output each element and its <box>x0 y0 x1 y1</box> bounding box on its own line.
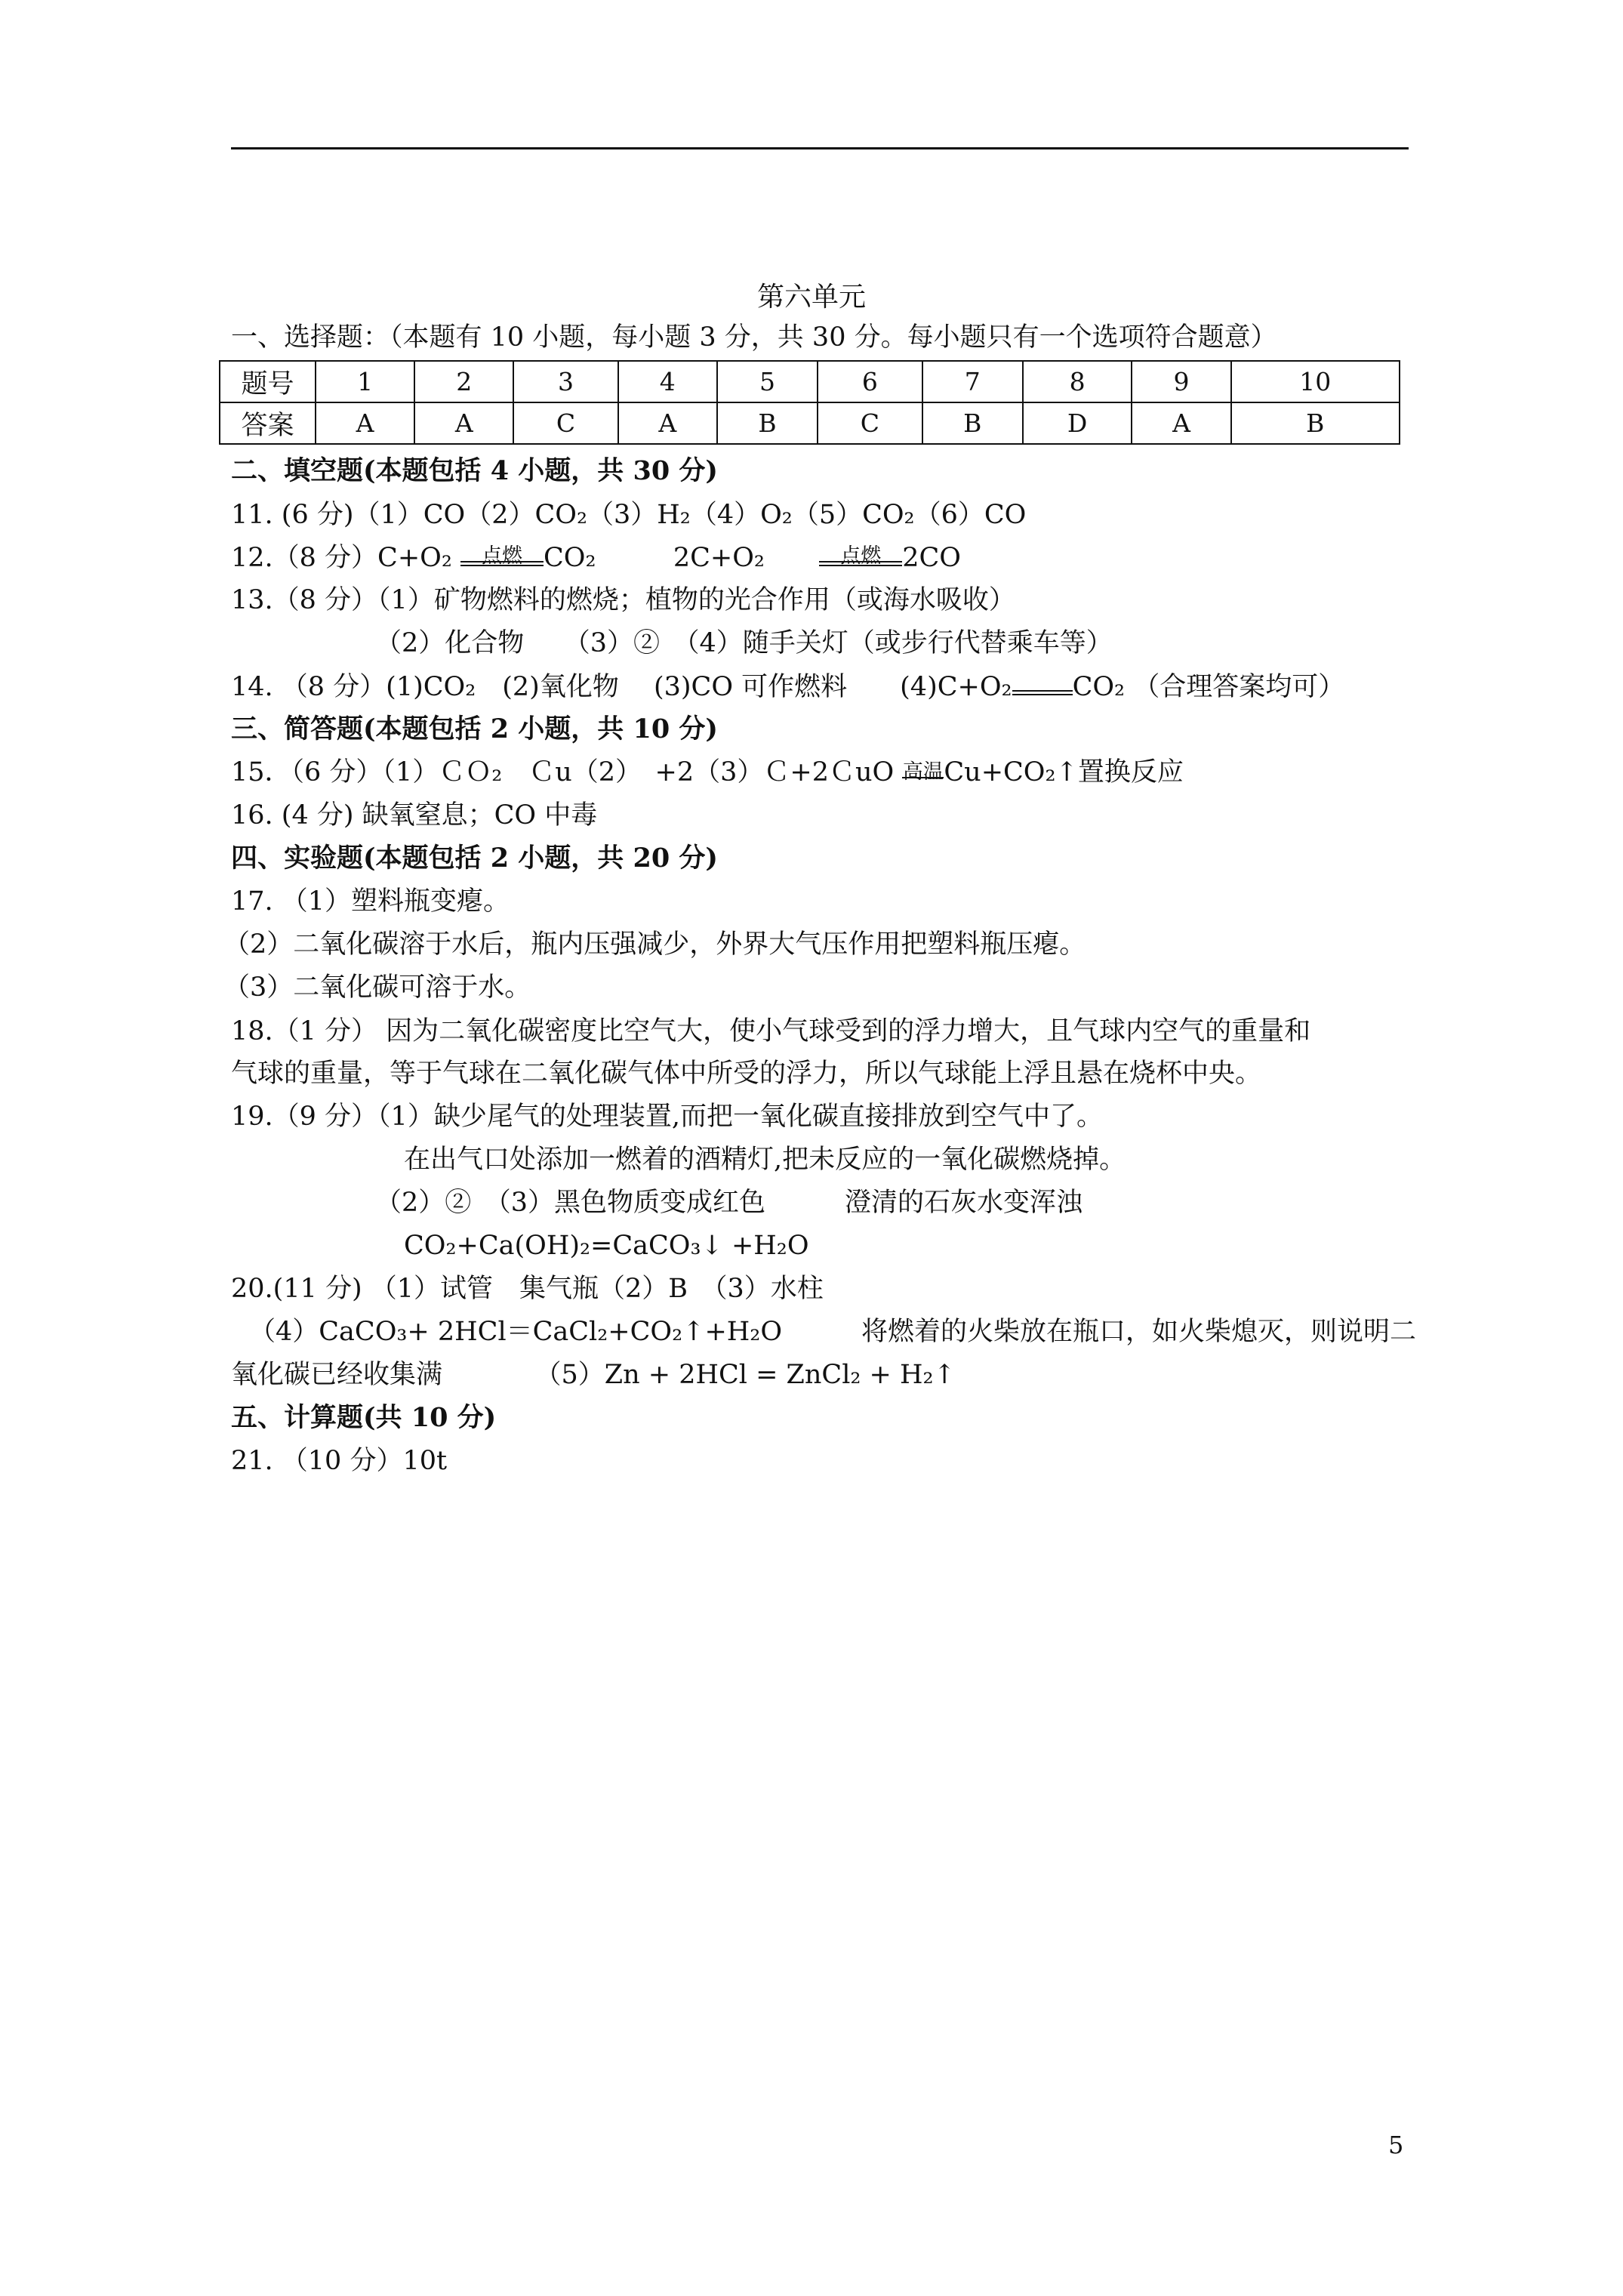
answer-q17-line2: （2）二氧化碳溶于水后，瓶内压强减少，外界大气压作用把塑料瓶压瘪。 <box>223 929 1086 960</box>
page-number: 5 <box>1388 2131 1404 2159</box>
q14-suffix: （合理答案均可） <box>1133 672 1345 702</box>
q12-condition-2: 点燃 <box>840 544 882 568</box>
table-cell: 4 <box>618 361 717 402</box>
answer-q13-line1: 13.（8 分）（1）矿物燃料的燃烧；植物的光合作用（或海水吸收） <box>231 585 1015 615</box>
table-cell: 6 <box>818 361 922 402</box>
answer-q18-line2: 气球的重量，等于气球在二氧化碳气体中所受的浮力，所以气球能上浮且悬在烧杯中央。 <box>231 1059 1262 1089</box>
q12-arrow-1 <box>460 544 544 568</box>
answer-q19-line3: （2）② （3）黑色物质变成红色 澄清的石灰水变浑浊 <box>375 1188 1083 1218</box>
table-cell: A <box>618 402 717 444</box>
table-cell: 8 <box>1023 361 1132 402</box>
table-row-answers <box>220 402 1400 444</box>
q12-arrow-2 <box>819 544 902 568</box>
q15-condition: 高温 <box>902 760 944 784</box>
table-cell: A <box>414 402 513 444</box>
table-cell: 5 <box>717 361 818 402</box>
answer-q15 <box>231 757 1184 787</box>
table-cell: B <box>922 402 1023 444</box>
q12-product-2: 2CO <box>902 543 961 573</box>
section-short-answer-heading: 三、简答题(本题包括 2 小题，共 10 分) <box>231 713 718 744</box>
answer-q12 <box>231 543 961 573</box>
table-cell: 2 <box>414 361 513 402</box>
answer-table <box>219 360 1400 445</box>
answer-q20-line1: 20.(11 分) （1）试管 集气瓶（2）B （3）水柱 <box>231 1274 824 1304</box>
table-cell: A <box>1132 402 1230 444</box>
table-cell: C <box>818 402 922 444</box>
q15-suffix: Cu+CO₂↑置换反应 <box>944 757 1184 787</box>
q12-prefix: 12.（8 分）C+O₂ <box>231 543 452 573</box>
answer-q13-line2: （2）化合物 （3）② （4）随手关灯（或步行代替乘车等） <box>375 628 1113 658</box>
section-experiment-heading: 四、实验题(本题包括 2 小题，共 20 分) <box>231 843 718 874</box>
table-row-numbers <box>220 361 1400 402</box>
q14-prefix: 14. （8 分）(1)CO₂ (2)氧化物 (3)CO 可作燃料 (4)C+O₂ <box>231 672 1012 702</box>
table-cell: 7 <box>922 361 1023 402</box>
q14-arrow <box>1012 690 1073 695</box>
table-cell: D <box>1023 402 1132 444</box>
section-fill-heading: 二、填空题(本题包括 4 小题，共 30 分) <box>231 455 718 486</box>
row-label-answer: 答案 <box>220 402 316 444</box>
answer-q19-line4: CO₂+Ca(OH)₂=CaCO₃↓ +H₂O <box>404 1231 809 1261</box>
answer-q14 <box>231 672 1344 702</box>
answer-q20-line3: 氧化碳已经收集满 （5）Zn + 2HCl = ZnCl₂ + H₂↑ <box>231 1360 956 1390</box>
header-rule <box>231 147 1409 149</box>
q12-condition-1: 点燃 <box>482 544 523 568</box>
row-label-number: 题号 <box>220 361 316 402</box>
section-choice-heading: 一、选择题：（本题有 10 小题，每小题 3 分，共 30 分。每小题只有一个选项符合题意） <box>231 322 1277 353</box>
answer-q17-line3: （3）二氧化碳可溶于水。 <box>223 972 531 1003</box>
table-cell: A <box>316 402 414 444</box>
table-cell: 3 <box>513 361 617 402</box>
q15-arrow <box>902 760 944 784</box>
table-cell: B <box>717 402 818 444</box>
answer-q20-line2: （4）CaCO₃+ 2HCl＝CaCl₂+CO₂↑+H₂O 将燃着的火柴放在瓶口，如火柴熄灭，则说明二 <box>249 1317 1417 1347</box>
q15-prefix: 15．（6 分）（1）ＣＯ₂ Ｃu（2） +2（3）Ｃ+2ＣuO <box>231 757 895 787</box>
table-cell: B <box>1231 402 1400 444</box>
q12-product-1: CO₂ <box>544 543 596 573</box>
answer-q17-line1: 17. （1）塑料瓶变瘪。 <box>231 886 510 917</box>
answer-q19-line2: 在出气口处添加一燃着的酒精灯,把未反应的一氧化碳燃烧掉。 <box>404 1145 1126 1175</box>
table-cell: 1 <box>316 361 414 402</box>
section-calculation-heading: 五、计算题(共 10 分) <box>231 1402 497 1433</box>
table-cell: 10 <box>1231 361 1400 402</box>
answer-q19-line1: 19.（9 分）（1）缺少尾气的处理装置,而把一氧化碳直接排放到空气中了。 <box>231 1102 1103 1132</box>
q14-product: CO₂ <box>1072 672 1126 702</box>
q12-mid: 2C+O₂ <box>673 543 765 573</box>
answer-q21: 21. （10 分）10t <box>231 1446 448 1476</box>
table-cell: 9 <box>1132 361 1230 402</box>
unit-title: 第六单元 <box>756 282 866 313</box>
answer-q18-line1: 18.（1 分） 因为二氧化碳密度比空气大，使小气球受到的浮力增大，且气球内空气的重量和 <box>231 1016 1311 1046</box>
answer-q16: 16. (4 分) 缺氧窒息；CO 中毒 <box>231 800 598 831</box>
answer-q11: 11. (6 分)（1）CO（2）CO₂（3）H₂（4）O₂（5）CO₂（6）CO <box>231 500 1027 530</box>
table-cell: C <box>513 402 617 444</box>
